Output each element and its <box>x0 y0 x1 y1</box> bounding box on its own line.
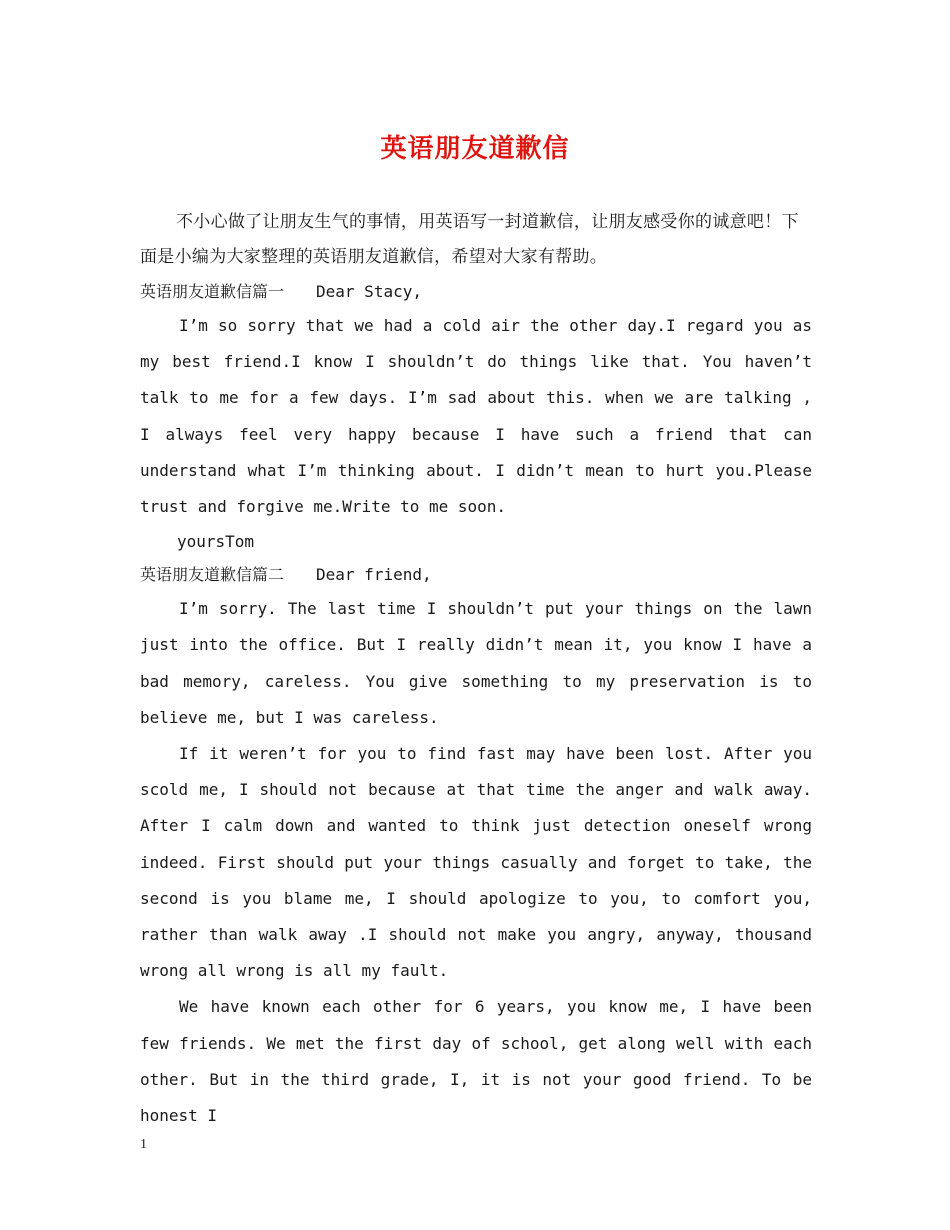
letter2-paragraph-1: I’m sorry. The last time I shouldn’t put your things on the lawn just into the office. But I really didn’t mean it, you know I have a bad memory, careless. You give something to my preservation is to believe me, but I was careless. <box>140 599 812 727</box>
letter2-paragraph-2: If it weren’t for you to find fast may have been lost. After you scold me, I should not because at that time the anger and walk away. After I calm down and wanted to think just detection oneself wrong indeed. First should put your things casually and forget to take, the second is you blame me, I should apologize to you, to comfort you, rather than walk away .I should not make you angry, anyway, thousand wrong all wrong is all my fault. <box>140 744 812 981</box>
document-title: 英语朋友道歉信 <box>380 134 570 164</box>
letter2-heading: 英语朋友道歉信篇二 <box>140 565 285 585</box>
intro-paragraph: 不小心做了让朋友生气的事情，用英语写一封道歉信，让朋友感受你的诚意吧！下面是小编为大家整理的英语朋友道歉信，希望对大家有帮助。 <box>140 212 799 267</box>
letter2-heading-line <box>140 558 812 591</box>
letter1-greeting: Dear Stacy, <box>316 282 422 301</box>
letter1-heading: 英语朋友道歉信篇一 <box>140 282 285 301</box>
letter2-paragraph-3: We have known each other for 6 years, you know me, I have been few friends. We met the first day of school, get along well with each other. But in the third grade, I, it is not your good friend. To be honest I <box>140 997 812 1126</box>
letter2-greeting: Dear friend, <box>316 565 432 585</box>
letter1-heading-line <box>140 275 812 308</box>
letter1-body: I’m so sorry that we had a cold air the other day.I regard you as my best friend.I know I shouldn’t do things like that. You haven’t talk to me for a few days. I’m sad about this. when we are talking , I always feel very happy because I have such a friend that can understand what I’m thinking about. I didn’t mean to hurt you.Please trust and forgive me.Write to me soon. <box>140 316 812 517</box>
page-number: 1 <box>140 1137 147 1152</box>
document-body <box>140 205 812 1134</box>
letter1-signature: yoursTom <box>177 532 255 552</box>
